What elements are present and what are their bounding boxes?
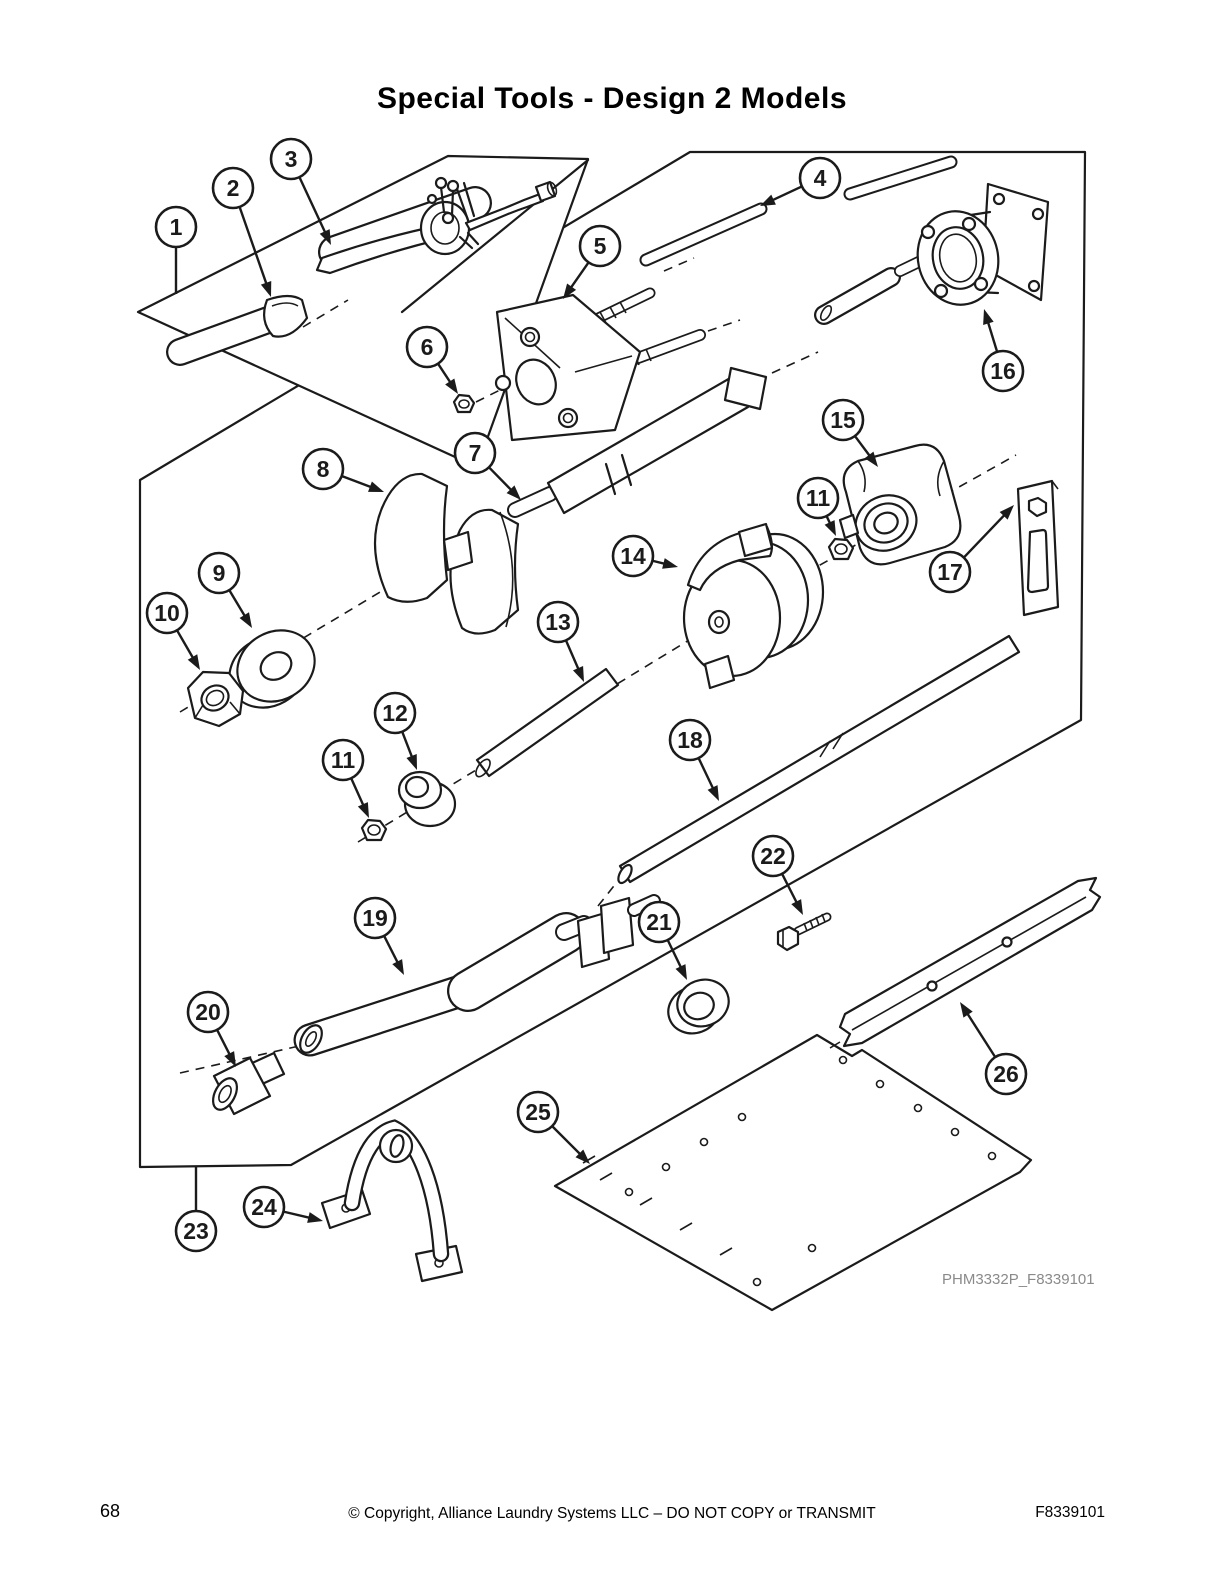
callout-number: 3 (284, 146, 298, 172)
callout-number: 8 (316, 456, 330, 482)
callout-number: 20 (195, 999, 221, 1025)
callout-leader-line (283, 1212, 311, 1219)
callout-number: 12 (382, 700, 408, 726)
callout-number: 25 (525, 1099, 551, 1125)
callout-number: 23 (183, 1218, 209, 1244)
callout-number: 15 (830, 407, 856, 433)
part-base-plate (555, 1035, 1031, 1310)
callout-24 (244, 1187, 323, 1227)
callout-number: 1 (169, 214, 183, 240)
callout-number: 21 (646, 909, 672, 935)
callout-number: 22 (760, 843, 786, 869)
callout-number: 16 (990, 358, 1016, 384)
part-nut-hex-large (188, 672, 243, 726)
part-seal-ring (662, 972, 736, 1040)
callout-number: 9 (212, 560, 226, 586)
part-wrench-plate (1018, 481, 1058, 615)
callout-number: 2 (226, 175, 240, 201)
callout-number: 6 (420, 334, 434, 360)
callout-number: 11 (330, 747, 356, 773)
callout-arrowhead (307, 1212, 323, 1223)
callout-number: 7 (468, 440, 482, 466)
callout-number: 5 (593, 233, 607, 259)
callout-number: 11 (805, 485, 831, 511)
part-nut-small-c (829, 539, 853, 559)
callout-leader-line (552, 1126, 581, 1155)
callout-number: 13 (545, 609, 571, 635)
callout-number: 19 (362, 905, 388, 931)
part-bolt (778, 914, 827, 950)
callout-number: 17 (937, 559, 963, 585)
callout-arrowhead (791, 899, 803, 915)
callout-23 (176, 1166, 216, 1251)
callout-number: 26 (993, 1061, 1019, 1087)
callout-26 (960, 1002, 1026, 1094)
callout-number: 14 (620, 543, 646, 569)
callout-number: 4 (813, 165, 827, 191)
part-nut-small-b (362, 820, 386, 840)
callout-25 (518, 1092, 590, 1164)
diagram-watermark: PHM3332P_F8339101 (942, 1271, 1095, 1288)
callout-leader-line (966, 1012, 995, 1057)
callout-number: 24 (251, 1194, 277, 1220)
callout-number: 10 (154, 600, 180, 626)
page-title: Special Tools - Design 2 Models (376, 82, 848, 116)
footer-copyright: © Copyright, Alliance Laundry Systems LLC – DO NOT COPY or TRANSMIT (348, 1505, 876, 1522)
footer-doc-number: F8339101 (1035, 1504, 1105, 1521)
part-nut-small-a (454, 395, 474, 412)
callout-arrowhead (676, 964, 687, 980)
part-mounting-rail (840, 878, 1100, 1046)
callout-number: 18 (677, 727, 703, 753)
part-arch-bracket (322, 1128, 462, 1281)
callout-1 (156, 207, 196, 294)
footer-page-number: 68 (100, 1501, 121, 1521)
callout-arrowhead (960, 1002, 973, 1018)
